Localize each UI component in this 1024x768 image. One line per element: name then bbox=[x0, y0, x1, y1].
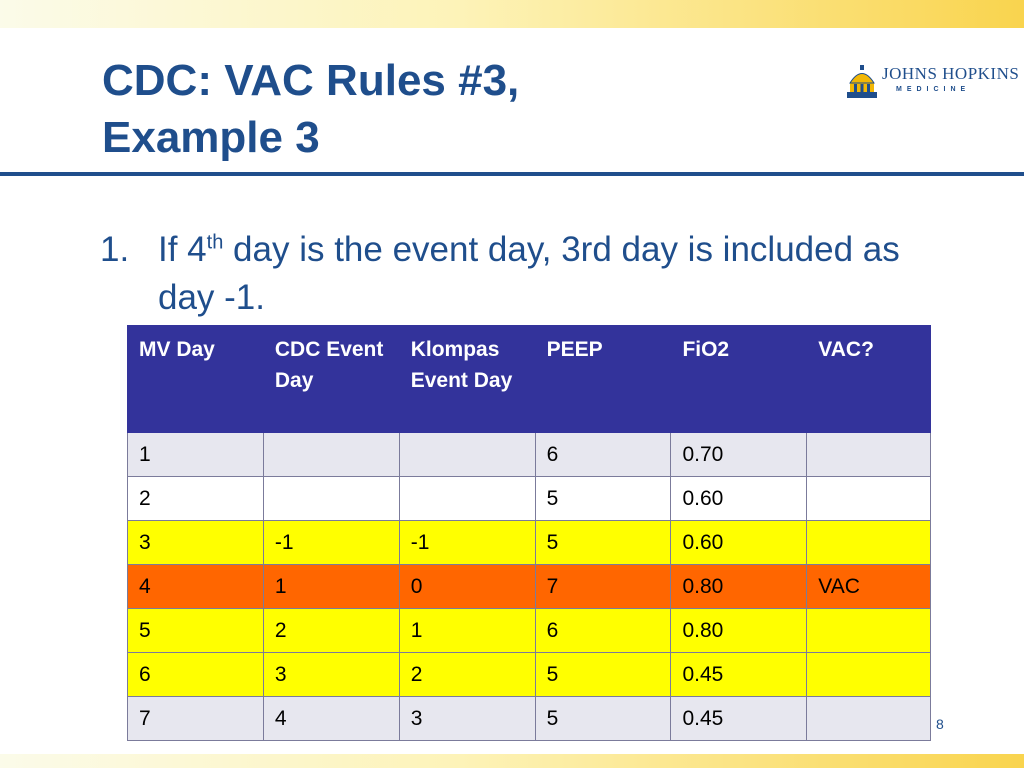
bullet-text-before: If 4 bbox=[158, 230, 207, 269]
cell-vac bbox=[807, 653, 931, 697]
cell-peep: 6 bbox=[535, 609, 671, 653]
cell-fio2: 0.45 bbox=[671, 697, 807, 741]
logo-wordmark: JOHNS HOPKINS bbox=[882, 64, 1020, 83]
header-vac: VAC? bbox=[807, 326, 931, 433]
cell-peep: 5 bbox=[535, 697, 671, 741]
cell-vac bbox=[807, 477, 931, 521]
cell-fio2: 0.45 bbox=[671, 653, 807, 697]
cell-vac: VAC bbox=[807, 565, 931, 609]
cell-fio2: 0.60 bbox=[671, 477, 807, 521]
page-number: 8 bbox=[936, 716, 944, 732]
title-line-2: Example 3 bbox=[102, 113, 320, 162]
cell-peep: 5 bbox=[535, 477, 671, 521]
cell-vac bbox=[807, 433, 931, 477]
cell-klompas-event-day: 3 bbox=[399, 697, 535, 741]
header-mv-day: MV Day bbox=[128, 326, 264, 433]
table-row bbox=[128, 477, 931, 521]
cell-cdc-event-day bbox=[263, 433, 399, 477]
cell-peep: 6 bbox=[535, 433, 671, 477]
cell-fio2: 0.70 bbox=[671, 433, 807, 477]
cell-mv-day: 6 bbox=[128, 653, 264, 697]
title-line-1: CDC: VAC Rules #3, bbox=[102, 56, 520, 105]
cell-mv-day: 7 bbox=[128, 697, 264, 741]
table-row bbox=[128, 565, 931, 609]
logo-subtitle: MEDICINE bbox=[896, 86, 971, 93]
slide-title bbox=[102, 52, 722, 166]
cell-mv-day: 5 bbox=[128, 609, 264, 653]
cell-mv-day: 1 bbox=[128, 433, 264, 477]
cell-klompas-event-day: 0 bbox=[399, 565, 535, 609]
cell-mv-day: 4 bbox=[128, 565, 264, 609]
bottom-decorative-band bbox=[0, 754, 1024, 768]
johns-hopkins-logo bbox=[846, 62, 1020, 106]
cell-vac bbox=[807, 609, 931, 653]
cell-cdc-event-day: 1 bbox=[263, 565, 399, 609]
cell-fio2: 0.60 bbox=[671, 521, 807, 565]
cell-vac bbox=[807, 521, 931, 565]
cell-peep: 5 bbox=[535, 521, 671, 565]
header-fio2: FiO2 bbox=[671, 326, 807, 433]
cell-cdc-event-day bbox=[263, 477, 399, 521]
table-row bbox=[128, 609, 931, 653]
cell-cdc-event-day: 3 bbox=[263, 653, 399, 697]
bullet-number: 1. bbox=[100, 230, 130, 269]
cell-mv-day: 2 bbox=[128, 477, 264, 521]
dome-icon bbox=[846, 62, 878, 102]
cell-cdc-event-day: -1 bbox=[263, 521, 399, 565]
cell-klompas-event-day: -1 bbox=[399, 521, 535, 565]
bullet-text-after: day is the event day, 3rd day is included as day -1. bbox=[158, 230, 900, 317]
cell-klompas-event-day bbox=[399, 477, 535, 521]
table-row bbox=[128, 697, 931, 741]
cell-mv-day: 3 bbox=[128, 521, 264, 565]
bullet-text bbox=[158, 226, 928, 322]
header-cdc-event-day: CDC Event Day bbox=[263, 326, 399, 433]
vac-data-table bbox=[127, 325, 931, 741]
header-peep: PEEP bbox=[535, 326, 671, 433]
header-klompas-event-day: Klompas Event Day bbox=[399, 326, 535, 433]
table-header-row bbox=[128, 326, 931, 433]
cell-fio2: 0.80 bbox=[671, 609, 807, 653]
cell-peep: 7 bbox=[535, 565, 671, 609]
cell-cdc-event-day: 2 bbox=[263, 609, 399, 653]
cell-klompas-event-day: 1 bbox=[399, 609, 535, 653]
bullet-superscript: th bbox=[206, 231, 224, 254]
cell-cdc-event-day: 4 bbox=[263, 697, 399, 741]
top-decorative-band bbox=[0, 0, 1024, 28]
table-row bbox=[128, 521, 931, 565]
cell-vac bbox=[807, 697, 931, 741]
cell-klompas-event-day bbox=[399, 433, 535, 477]
title-divider bbox=[0, 172, 1024, 176]
table-row bbox=[128, 653, 931, 697]
table-row bbox=[128, 433, 931, 477]
cell-klompas-event-day: 2 bbox=[399, 653, 535, 697]
cell-peep: 5 bbox=[535, 653, 671, 697]
cell-fio2: 0.80 bbox=[671, 565, 807, 609]
